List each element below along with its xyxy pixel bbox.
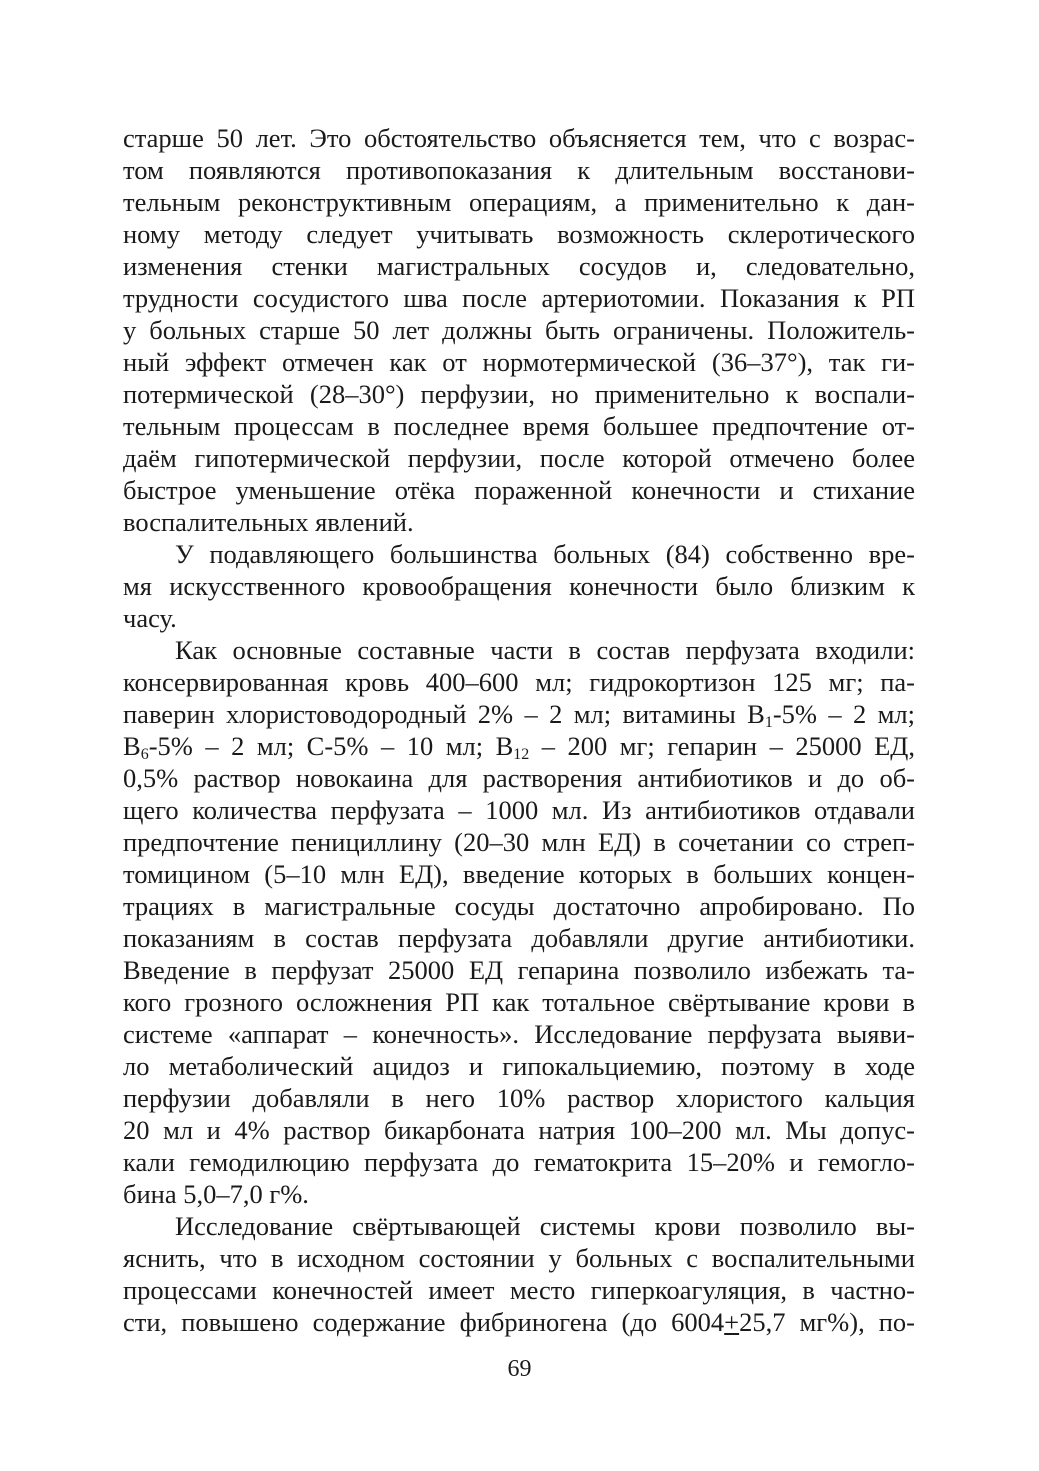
subscript: 6 — [140, 746, 149, 763]
text-line: ло метаболический ацидоз и гипокальциемию, поэтому в ходе — [123, 1051, 915, 1081]
page-body — [123, 122, 915, 1338]
text-line: процессами конечностей имеет место гиперкоагуляция, в частно- — [123, 1275, 915, 1305]
subscript: 1 — [764, 714, 773, 731]
text-line: трациях в магистральные сосуды достаточно апробировано. По — [123, 891, 915, 921]
text-line: Исследование свёртывающей системы крови позволило вы- — [175, 1211, 915, 1241]
text-line: воспалительных явлений. — [123, 507, 414, 537]
text-fragment: -5% – 2 мл; С-5% – 10 мл; В — [148, 731, 514, 761]
text-line: быстрое уменьшение отёка пораженной конечности и стихание — [123, 475, 915, 505]
paragraph-3 — [123, 634, 915, 1210]
text-line: потермической (28–30°) перфузии, но применительно к воспали- — [123, 379, 915, 409]
text-line: У подавляющего большинства больных (84) собственно вре- — [175, 539, 915, 569]
text-line: кого грозного осложнения РП как тотальное свёртывание крови в — [123, 987, 915, 1017]
text-line: 20 мл и 4% раствор бикарбоната натрия 100–200 мл. Мы допус- — [123, 1115, 915, 1145]
text-line: тельным реконструктивным операциям, а применительно к дан- — [123, 187, 915, 217]
text-line: старше 50 лет. Это обстоятельство объясняется тем, что с возрас- — [123, 123, 915, 153]
text-line: ный эффект отмечен как от нормотермической (36–37°), так ги- — [123, 347, 915, 377]
text-line — [123, 730, 915, 762]
text-line: яснить, что в исходном состоянии у больных с воспалительными — [123, 1243, 915, 1273]
text-line: бина 5,0–7,0 г%. — [123, 1179, 309, 1209]
plus-minus-sign: + — [724, 1307, 740, 1337]
text-line: трудности сосудистого шва после артериотомии. Показания к РП — [123, 283, 915, 313]
text-line: ному методу следует учитывать возможность склеротического — [123, 219, 915, 249]
text-line: том появляются противопоказания к длительным восстанови- — [123, 155, 915, 185]
text-line: 0,5% раствор новокаина для растворения антибиотиков и до об- — [123, 763, 915, 793]
text-line: томицином (5–10 млн ЕД), введение которых в больших концен- — [123, 859, 915, 889]
text-line: показаниям в состав перфузата добавляли другие антибиотики. — [123, 923, 915, 953]
text-line: часу. — [123, 603, 177, 633]
text-fragment: -5% – 2 мл; — [772, 699, 915, 729]
text-line — [123, 698, 915, 730]
text-line: консервированная кровь 400–600 мл; гидрокортизон 125 мг; па- — [123, 667, 915, 697]
text-line: щего количества перфузата – 1000 мл. Из антибиотиков отдавали — [123, 795, 915, 825]
text-line: системе «аппарат – конечность». Исследование перфузата выяви- — [123, 1019, 915, 1049]
text-line: у больных старше 50 лет должны быть ограничены. Положитель- — [123, 315, 915, 345]
subscript: 12 — [513, 746, 530, 763]
text-fragment: В — [123, 731, 141, 761]
text-line: Как основные составные части в состав перфузата входили: — [175, 635, 915, 665]
text-line: тельным процессам в последнее время большее предпочтение от- — [123, 411, 915, 441]
page-number: 69 — [507, 1356, 532, 1382]
text-line: предпочтение пенициллину (20–30 млн ЕД) в сочетании со стреп- — [123, 827, 915, 857]
text-line: кали гемодилюцию перфузата до гематокрита 15–20% и гемогло- — [123, 1147, 915, 1177]
text-fragment: сти, повышено содержание фибриногена (до 6004 — [123, 1307, 725, 1337]
paragraph-1 — [123, 122, 915, 538]
text-fragment: – 200 мг; гепарин – 25000 ЕД, — [529, 731, 915, 761]
paragraph-4 — [123, 1210, 915, 1338]
text-line — [123, 1306, 915, 1338]
text-fragment: паверин хлористоводородный 2% – 2 мл; витамины В — [123, 699, 765, 729]
text-line: мя искусственного кровообращения конечности было близким к — [123, 571, 915, 601]
text-line: даём гипотермической перфузии, после которой отмечено более — [123, 443, 915, 473]
text-line: Введение в перфузат 25000 ЕД гепарина позволило избежать та- — [123, 955, 915, 985]
text-line: изменения стенки магистральных сосудов и, следовательно, — [123, 251, 915, 281]
paragraph-2 — [123, 538, 915, 634]
text-line: перфузии добавляли в него 10% раствор хлористого кальция — [123, 1083, 915, 1113]
text-fragment: 25,7 мг%), по- — [739, 1307, 915, 1337]
